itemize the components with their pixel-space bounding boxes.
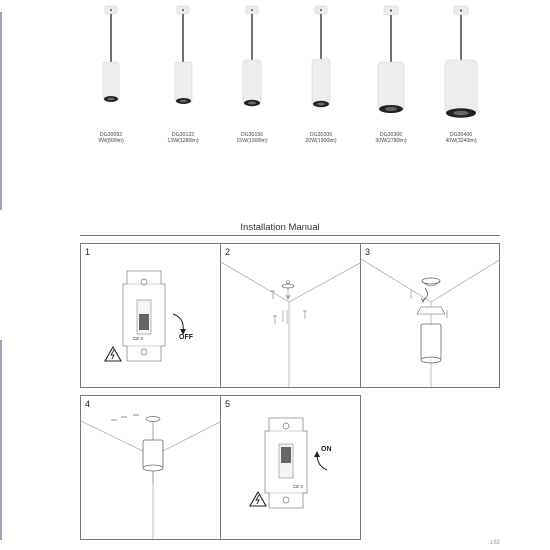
ceiling-mounting-illustration [221, 244, 361, 388]
product-model: DG30306 [379, 132, 403, 138]
step-number: 1 [85, 247, 91, 257]
product-card [356, 4, 426, 154]
product-model: DG30406 [449, 132, 473, 138]
step-number: 3 [365, 247, 371, 257]
step-panel-2 [220, 243, 361, 388]
breaker-mark: CE 0 [133, 336, 144, 341]
lamp-hanging-illustration [81, 396, 221, 540]
pendant-lamp-icon [426, 4, 496, 132]
product-model: DG30132 [171, 132, 195, 138]
pendant-lamp-icon [148, 4, 218, 132]
product-card [426, 4, 496, 154]
manual-title: Installation Manual [240, 222, 320, 233]
page-edge-mark [0, 12, 2, 210]
step-panel-4 [80, 395, 221, 540]
pendant-lamp-icon [356, 4, 426, 132]
product-spec: 13W(1280lm) [167, 138, 199, 144]
step-number: 2 [225, 247, 231, 257]
product-card [217, 4, 287, 154]
product-card [286, 4, 356, 154]
lamp-attachment-illustration [361, 244, 500, 388]
step-panel-3 [360, 243, 500, 388]
pendant-lamp-icon [76, 4, 146, 132]
pendant-lamp-icon [217, 4, 287, 132]
step-panel-5 [220, 395, 361, 540]
product-spec: 15W(1300lm) [236, 138, 268, 144]
pendant-lamp-icon [286, 4, 356, 132]
product-spec: 40W(3240lm) [445, 138, 477, 144]
product-row [76, 4, 506, 154]
title-divider [80, 235, 500, 236]
step-number: 4 [85, 399, 91, 409]
product-spec: 30W(2780lm) [375, 138, 407, 144]
product-card [148, 4, 218, 154]
product-spec: 9W(800lm) [98, 138, 124, 144]
product-spec: 20W(1900lm) [305, 138, 337, 144]
step-number: 5 [225, 399, 231, 409]
product-card [76, 4, 146, 154]
electric-hazard-icon [105, 347, 121, 361]
electric-hazard-icon [250, 492, 266, 506]
switch-state-label: OFF [179, 334, 193, 341]
product-model: DG30156 [240, 132, 264, 138]
circuit-breaker-illustration [81, 244, 221, 388]
switch-state-label: ON [321, 446, 332, 453]
page-edge-mark [0, 340, 2, 540]
breaker-mark: CE 0 [293, 484, 304, 489]
circuit-breaker-illustration [221, 396, 361, 540]
step-panel-1 [80, 243, 221, 388]
product-model: DG30206 [309, 132, 333, 138]
product-model: DG30092 [99, 132, 123, 138]
page-number: 162 [489, 540, 500, 546]
